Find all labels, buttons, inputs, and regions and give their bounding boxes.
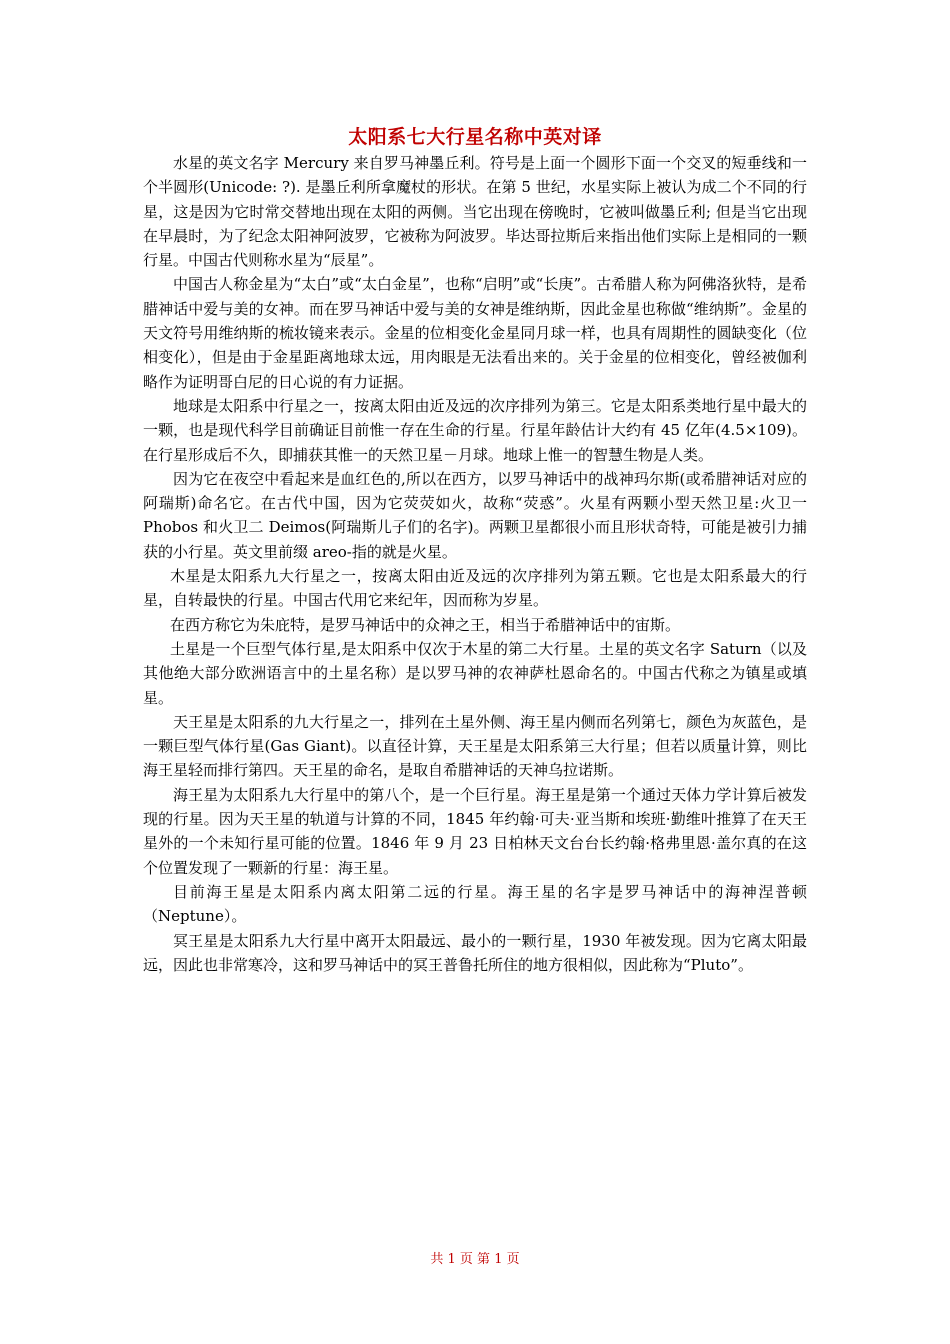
paragraph-pluto: 冥王星是太阳系九大行星中离开太阳最远、最小的一颗行星，1930 年被发现。因为它离太阳最远，因此也非常寒冷，这和罗马神话中的冥王普鲁托所住的地方很相似，因此称为“Pluto”。 bbox=[143, 931, 807, 974]
paragraph-earth: 地球是太阳系中行星之一，按离太阳由近及远的次序排列为第三。它是太阳系类地行星中最大的一颗，也是现代科学目前确证目前惟一存在生命的行星。行星年龄估计大约有 45 亿年(4.5×109)。在行星形成后不久，即捕获其惟一的天然卫星－月球。地球上惟一的智慧生物是人类。 bbox=[143, 396, 807, 464]
paragraph-mars: 因为它在夜空中看起来是血红色的,所以在西方，以罗马神话中的战神玛尔斯(或希腊神话对应的阿瑞斯)命名它。在古代中国，因为它荧荧如火，故称“荧惑”。火星有两颗小型天然卫星:火卫一 Phobos 和火卫二 Deimos(阿瑞斯儿子们的名字)。两颗卫星都很小而且形状奇特，可能是被引力捕获的小行星。英文里前缀 areo-指的就是火星。 bbox=[143, 469, 807, 561]
paragraph-jupiter: 木星是太阳系九大行星之一，按离太阳由近及远的次序排列为第五颗。它也是太阳系最大的行星，自转最快的行星。中国古代用它来纪年，因而称为岁星。 bbox=[143, 567, 807, 610]
page-footer: 共 1 页 第 1 页 bbox=[430, 1252, 520, 1267]
paragraph-neptune-name: 目前海王星是太阳系内离太阳第二远的行星。海王星的名字是罗马神话中的海神涅普顿（Neptune）。 bbox=[143, 882, 807, 926]
paragraph-venus: 中国古人称金星为“太白”或“太白金星”，也称“启明”或“长庚”。古希腊人称为阿佛洛狄特，是希腊神话中爱与美的女神。而在罗马神话中爱与美的女神是维纳斯，因此金星也称做“维纳斯”。金星的天文符号用维纳斯的梳妆镜来表示。金星的位相变化金星同月球一样，也具有周期性的圆缺变化（位相变化），但是由于金星距离地球太远，用肉眼是无法看出来的。关于金星的位相变化，曾经被伽利略作为证明哥白尼的日心说的有力证据。 bbox=[143, 275, 807, 391]
paragraph-jupiter-west: 在西方称它为朱庇特，是罗马神话中的众神之王，相当于希腊神话中的宙斯。 bbox=[170, 615, 681, 634]
paragraph-neptune: 海王星为太阳系九大行星中的第八个，是一个巨行星。海王星是第一个通过天体力学计算后被发现的行星。因为天王星的轨道与计算的不同，1845 年约翰·可夫·亚当斯和埃班·勤维叶推算了在天王星外的一个未知行星可能的位置。1846 年 9 月 23 日柏林天文台台长约翰·格弗里恩·盖尔真的在这个位置发现了一颗新的行星：海王星。 bbox=[143, 785, 807, 877]
page-title: 太阳系七大行星名称中英对译 bbox=[348, 126, 602, 148]
paragraph-uranus: 天王星是太阳系的九大行星之一，排列在土星外侧、海王星内侧而名列第七，颜色为灰蓝色，是一颗巨型气体行星(Gas Giant)。以直径计算，天王星是太阳系第三大行星；但若以质量计算，则比海王星轻而排行第四。天王星的命名，是取自希腊神话的天神乌拉诺斯。 bbox=[143, 712, 807, 780]
paragraph-saturn: 土星是一个巨型气体行星,是太阳系中仅次于木星的第二大行星。土星的英文名字 Saturn（以及其他绝大部分欧洲语言中的土星名称）是以罗马神的农神萨杜恩命名的。中国古代称之为镇星或填星。 bbox=[143, 639, 807, 707]
paragraph-mercury: 水星的英文名字 Mercury 来自罗马神墨丘利。符号是上面一个圆形下面一个交叉的短垂线和一个半圆形(Unicode: ?). 是墨丘利所拿魔杖的形状。在第 5 世纪，水星实际上被认为成二个不同的行星，这是因为它时常交替地出现在太阳的两侧。当它出现在傍晚时，它被叫做墨丘利; 但是当它出现在早晨时，为了纪念太阳神阿波罗，它被称为阿波罗。毕达哥拉斯后来指出他们实际上是相同的一颗行星。中国古代则称水星为“辰星”。 bbox=[143, 154, 807, 270]
document-body bbox=[143, 151, 807, 977]
